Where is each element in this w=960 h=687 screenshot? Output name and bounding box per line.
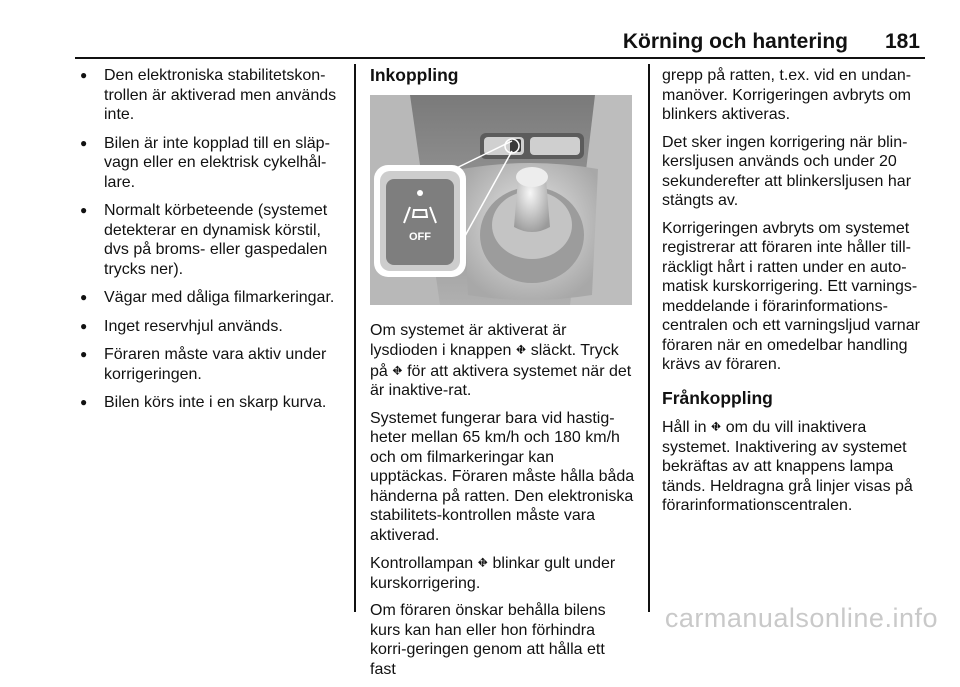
middle-column — [370, 66, 635, 687]
header-title: Körning och hantering — [622, 30, 848, 53]
paragraph: Håll in ⛖ om du vill inaktivera systemet. Inaktivering av systemet bekräftas av att knappens lampa tänds. Heldragna grå linjer visas på förarinformationscentralen. — [662, 419, 913, 514]
section-heading-inkoppling: Inkoppling — [370, 65, 459, 85]
list-item: ● Inget reservhjul används. — [78, 317, 343, 337]
paragraph: Korrigeringen avbryts om systemet registrerar att föraren inte håller till-räckligt hårt i ratten under en auto-matisk kurskorrigering. Ett varnings-meddelande i förarinformations-centralen och ett varningsljud varnar föraren när en omedelbar handling krävs av föraren. — [662, 219, 920, 373]
column-divider-left — [354, 64, 356, 612]
paragraph: Systemet fungerar bara vid hastig-heter mellan 65 km/h och 180 km/h och om filmarkeringar kan upptäckas. Föraren måste hålla båda händerna på ratten. Den elektroniska stabilitets-kontrollen måste vara aktiverad. — [370, 409, 635, 544]
condition-list — [78, 66, 343, 413]
lane-keep-button-icon: ⛖ — [392, 362, 403, 378]
page-number: 181 — [884, 30, 920, 53]
header-rule — [75, 57, 925, 59]
off-label: OFF — [409, 230, 431, 243]
paragraph: Om systemet är aktiverat är lysdioden i knappen ⛖ släckt. Tryck på ⛖ för att aktivera systemet när det är inaktive-rat. — [370, 321, 632, 399]
center-console-illustration — [370, 95, 632, 305]
right-column — [662, 66, 932, 524]
list-item: ● Vägar med dåliga filmarkeringar. — [78, 288, 343, 308]
list-item: ● Föraren måste vara aktiv under korrigeringen. — [78, 345, 343, 384]
left-column — [78, 66, 343, 422]
paragraph: Det sker ingen korrigering när blin-kersljusen används och under 20 sekunderefter att blinkersljusen har stängts av. — [662, 133, 912, 209]
lane-keep-button-icon: ⛖ — [710, 419, 722, 434]
paragraph: Kontrollampan ⛖ blinkar gult under kurskorrigering. — [370, 555, 616, 592]
lane-departure-lamp-icon: ⛖ — [477, 555, 489, 570]
list-item: ● Den elektroniska stabilitetskon-trollen är aktiverad men används inte. — [78, 66, 343, 125]
list-item: ● Bilen är inte kopplad till en släp-vagn eller en elektrisk cykelhål-lare. — [78, 134, 343, 193]
list-item: ● Normalt körbeteende (systemet detekterar en dynamisk körstil, dvs på broms- eller gaspedalen trycks ner). — [78, 201, 343, 279]
paragraph: grepp på ratten, t.ex. vid en undan-manöver. Korrigeringen avbryts om blinkers aktiveras. — [662, 67, 912, 123]
paragraph: Om föraren önskar behålla bilens kurs kan han eller hon förhindra korri-geringen genom att hålla ett fast — [370, 602, 606, 678]
list-item: ● Bilen körs inte i en skarp kurva. — [78, 393, 343, 413]
column-divider-right — [648, 64, 650, 612]
section-heading-frankoppling: Frånkoppling — [662, 387, 773, 408]
lane-keep-button-icon: ⛖ — [515, 342, 527, 357]
watermark: carmanualsonline.info — [664, 603, 938, 633]
